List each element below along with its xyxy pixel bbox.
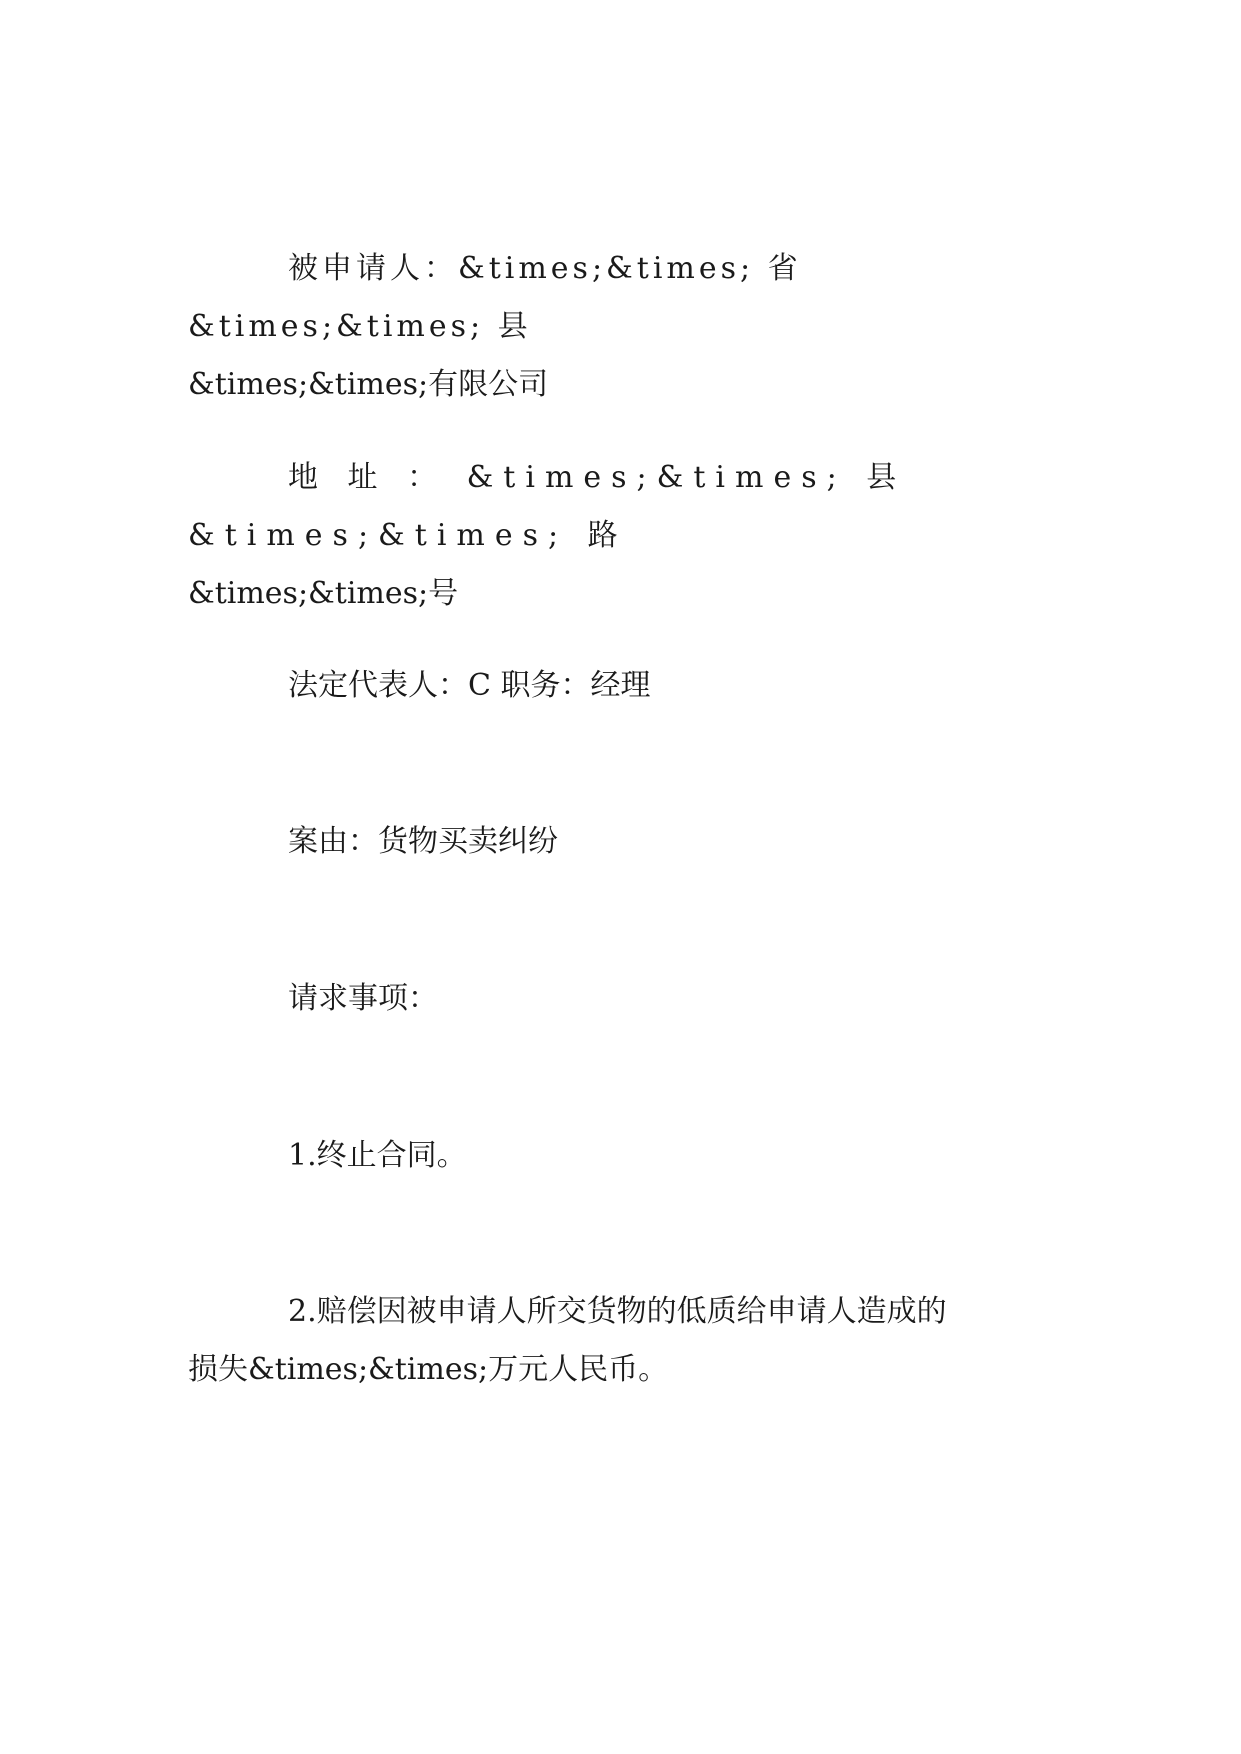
respondent-line-1: 被申请人：&times;&times; 省&times;&times; 县: [188, 251, 802, 344]
claim-2-line-1: 2.赔偿因被申请人所交货物的低质给申请人造成的: [288, 1294, 947, 1329]
claim-item-1: 1.终止合同。: [288, 1138, 467, 1173]
legal-representative: 法定代表人：C 职务：经理: [288, 668, 651, 703]
respondent-line-2: &times;&times;有限公司: [188, 367, 549, 402]
address-line-1: 地 址 ： &times;&times; 县 &times;&times; 路: [188, 460, 907, 553]
claims-heading: 请求事项：: [288, 981, 438, 1016]
address-paragraph: [188, 449, 1054, 623]
claim-2-line-2: 损失&times;&times;万元人民币。: [188, 1352, 669, 1387]
respondent-paragraph: [188, 240, 1054, 414]
claim-item-2: [188, 1283, 1054, 1399]
case-cause: 案由：货物买卖纠纷: [288, 824, 558, 859]
address-line-2: &times;&times;号: [188, 576, 459, 611]
